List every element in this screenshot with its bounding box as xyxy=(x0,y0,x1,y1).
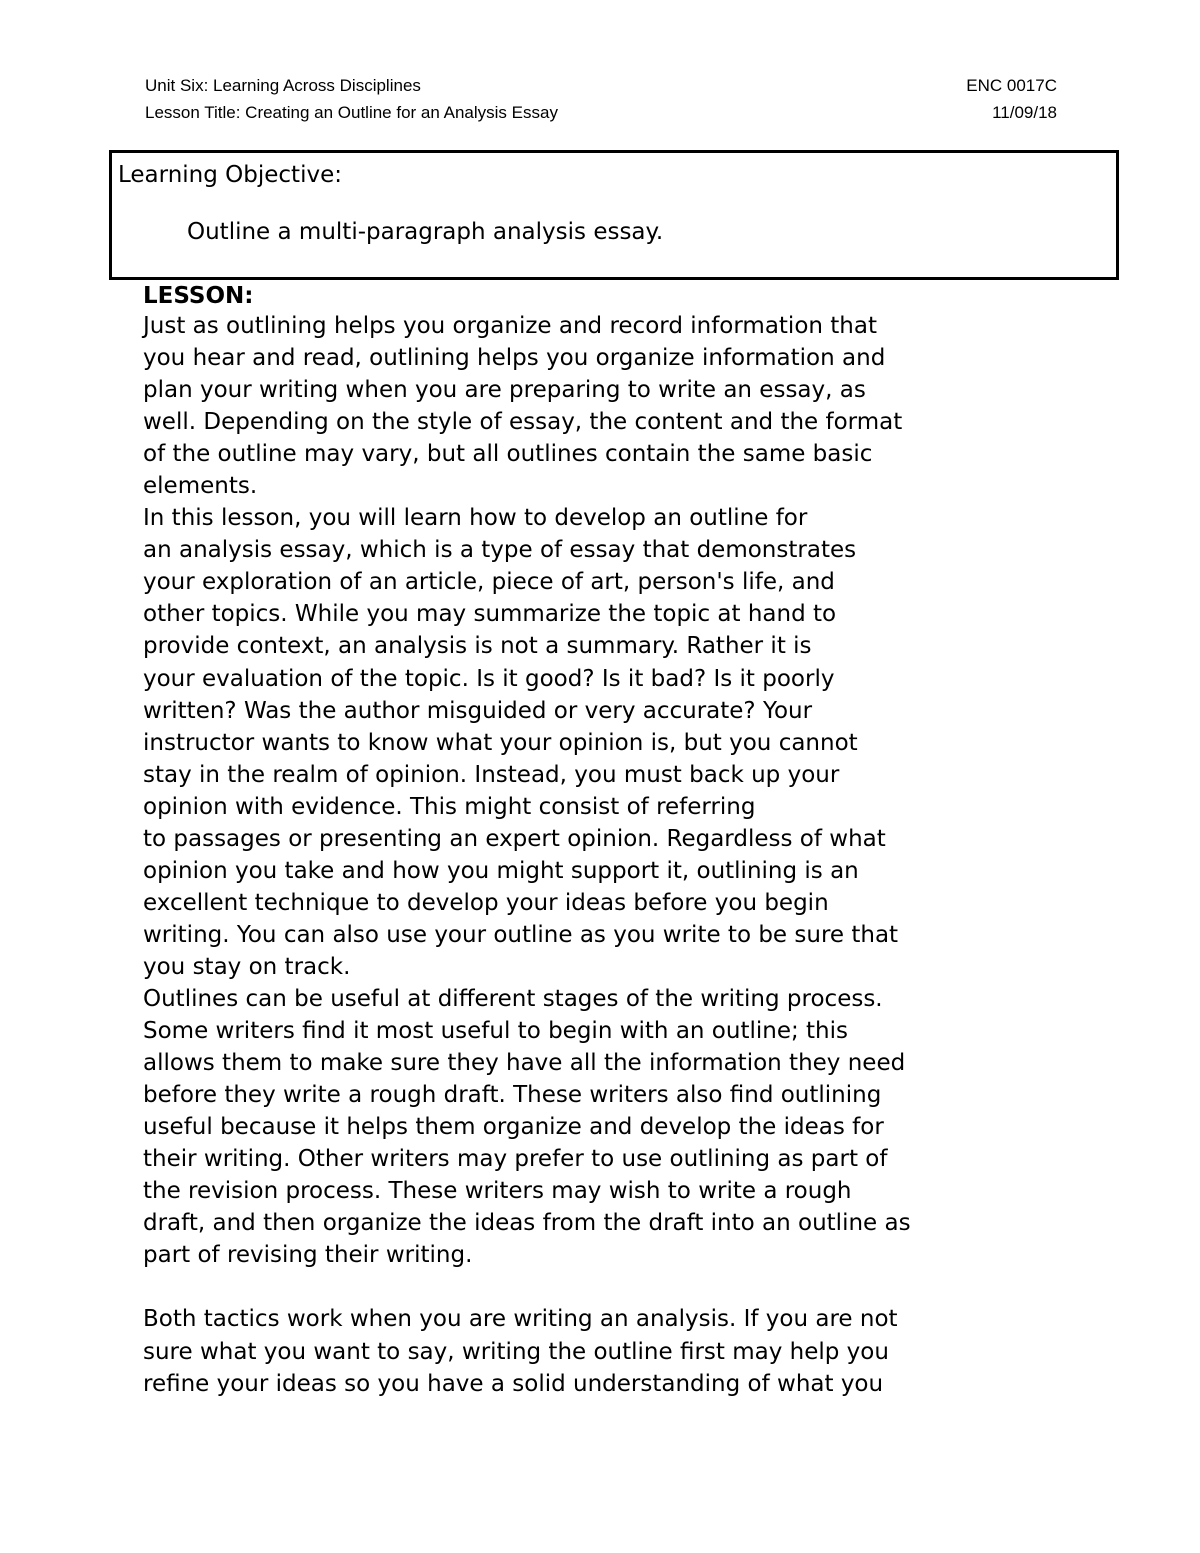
lesson-line: before they write a rough draft. These writers also find outlining xyxy=(143,1082,882,1109)
unit-title: Unit Six: Learning Across Disciplines xyxy=(145,76,421,95)
lesson-line: opinion with evidence. This might consist of referring xyxy=(143,793,756,820)
lesson-line: other topics. While you may summarize the topic at hand to xyxy=(143,601,837,628)
lesson-line: the revision process. These writers may wish to write a rough xyxy=(143,1178,852,1205)
lesson-line: excellent technique to develop your ideas before you begin xyxy=(143,889,829,916)
lesson-line: their writing. Other writers may prefer to use outlining as part of xyxy=(143,1146,888,1173)
lesson-line: Just as outlining helps you organize and record information that xyxy=(143,313,877,339)
objective-text: Outline a multi-paragraph analysis essay. xyxy=(187,219,664,245)
lesson-title: Lesson Title: Creating an Outline for an Analysis Essay xyxy=(145,103,558,122)
lesson-heading: LESSON: xyxy=(143,283,254,309)
lesson-line: an analysis essay, which is a type of essay that demonstrates xyxy=(143,537,857,564)
lesson-line: In this lesson, you will learn how to develop an outline for xyxy=(143,505,808,532)
lesson-line: stay in the realm of opinion. Instead, you must back up your xyxy=(143,761,840,788)
lesson-line: refine your ideas so you have a solid understanding of what you xyxy=(143,1370,884,1397)
lesson-line: you stay on track. xyxy=(143,953,351,980)
lesson-line: allows them to make sure they have all the information they need xyxy=(143,1050,906,1077)
lesson-line: to passages or presenting an expert opinion. Regardless of what xyxy=(143,825,886,852)
lesson-line: Some writers find it most useful to begin with an outline; this xyxy=(143,1018,849,1045)
lesson-line: Both tactics work when you are writing an analysis. If you are not xyxy=(143,1306,898,1333)
lesson-line: you hear and read, outlining helps you organize information and xyxy=(143,345,886,372)
lesson-date: 11/09/18 xyxy=(992,103,1057,122)
lesson-line: your exploration of an article, piece of art, person's life, and xyxy=(143,569,835,596)
lesson-line: writing. You can also use your outline as you write to be sure that xyxy=(143,921,899,948)
lesson-line: provide context, an analysis is not a summary. Rather it is xyxy=(143,633,812,660)
lesson-line: well. Depending on the style of essay, the content and the format xyxy=(143,409,903,436)
lesson-body xyxy=(143,310,1083,1400)
objective-title: Learning Objective: xyxy=(118,162,342,188)
lesson-line: part of revising their writing. xyxy=(143,1242,473,1269)
lesson-line: opinion you take and how you might support it, outlining is an xyxy=(143,857,859,884)
lesson-line: plan your writing when you are preparing to write an essay, as xyxy=(143,377,866,404)
course-code: ENC 0017C xyxy=(966,76,1057,95)
lesson-line: useful because it helps them organize and develop the ideas for xyxy=(143,1114,884,1141)
lesson-line: your evaluation of the topic. Is it good? Is it bad? Is it poorly xyxy=(143,665,835,692)
lesson-line: Outlines can be useful at different stages of the writing process. xyxy=(143,985,883,1012)
lesson-line: written? Was the author misguided or very accurate? Your xyxy=(143,697,813,724)
lesson-line xyxy=(143,1271,1083,1303)
lesson-line: draft, and then organize the ideas from the draft into an outline as xyxy=(143,1210,911,1237)
lesson-line: elements. xyxy=(143,473,258,500)
lesson-line: sure what you want to say, writing the outline first may help you xyxy=(143,1338,889,1365)
lesson-line: instructor wants to know what your opinion is, but you cannot xyxy=(143,729,858,756)
lesson-line: of the outline may vary, but all outlines contain the same basic xyxy=(143,441,873,468)
learning-objective-box xyxy=(109,150,1119,280)
